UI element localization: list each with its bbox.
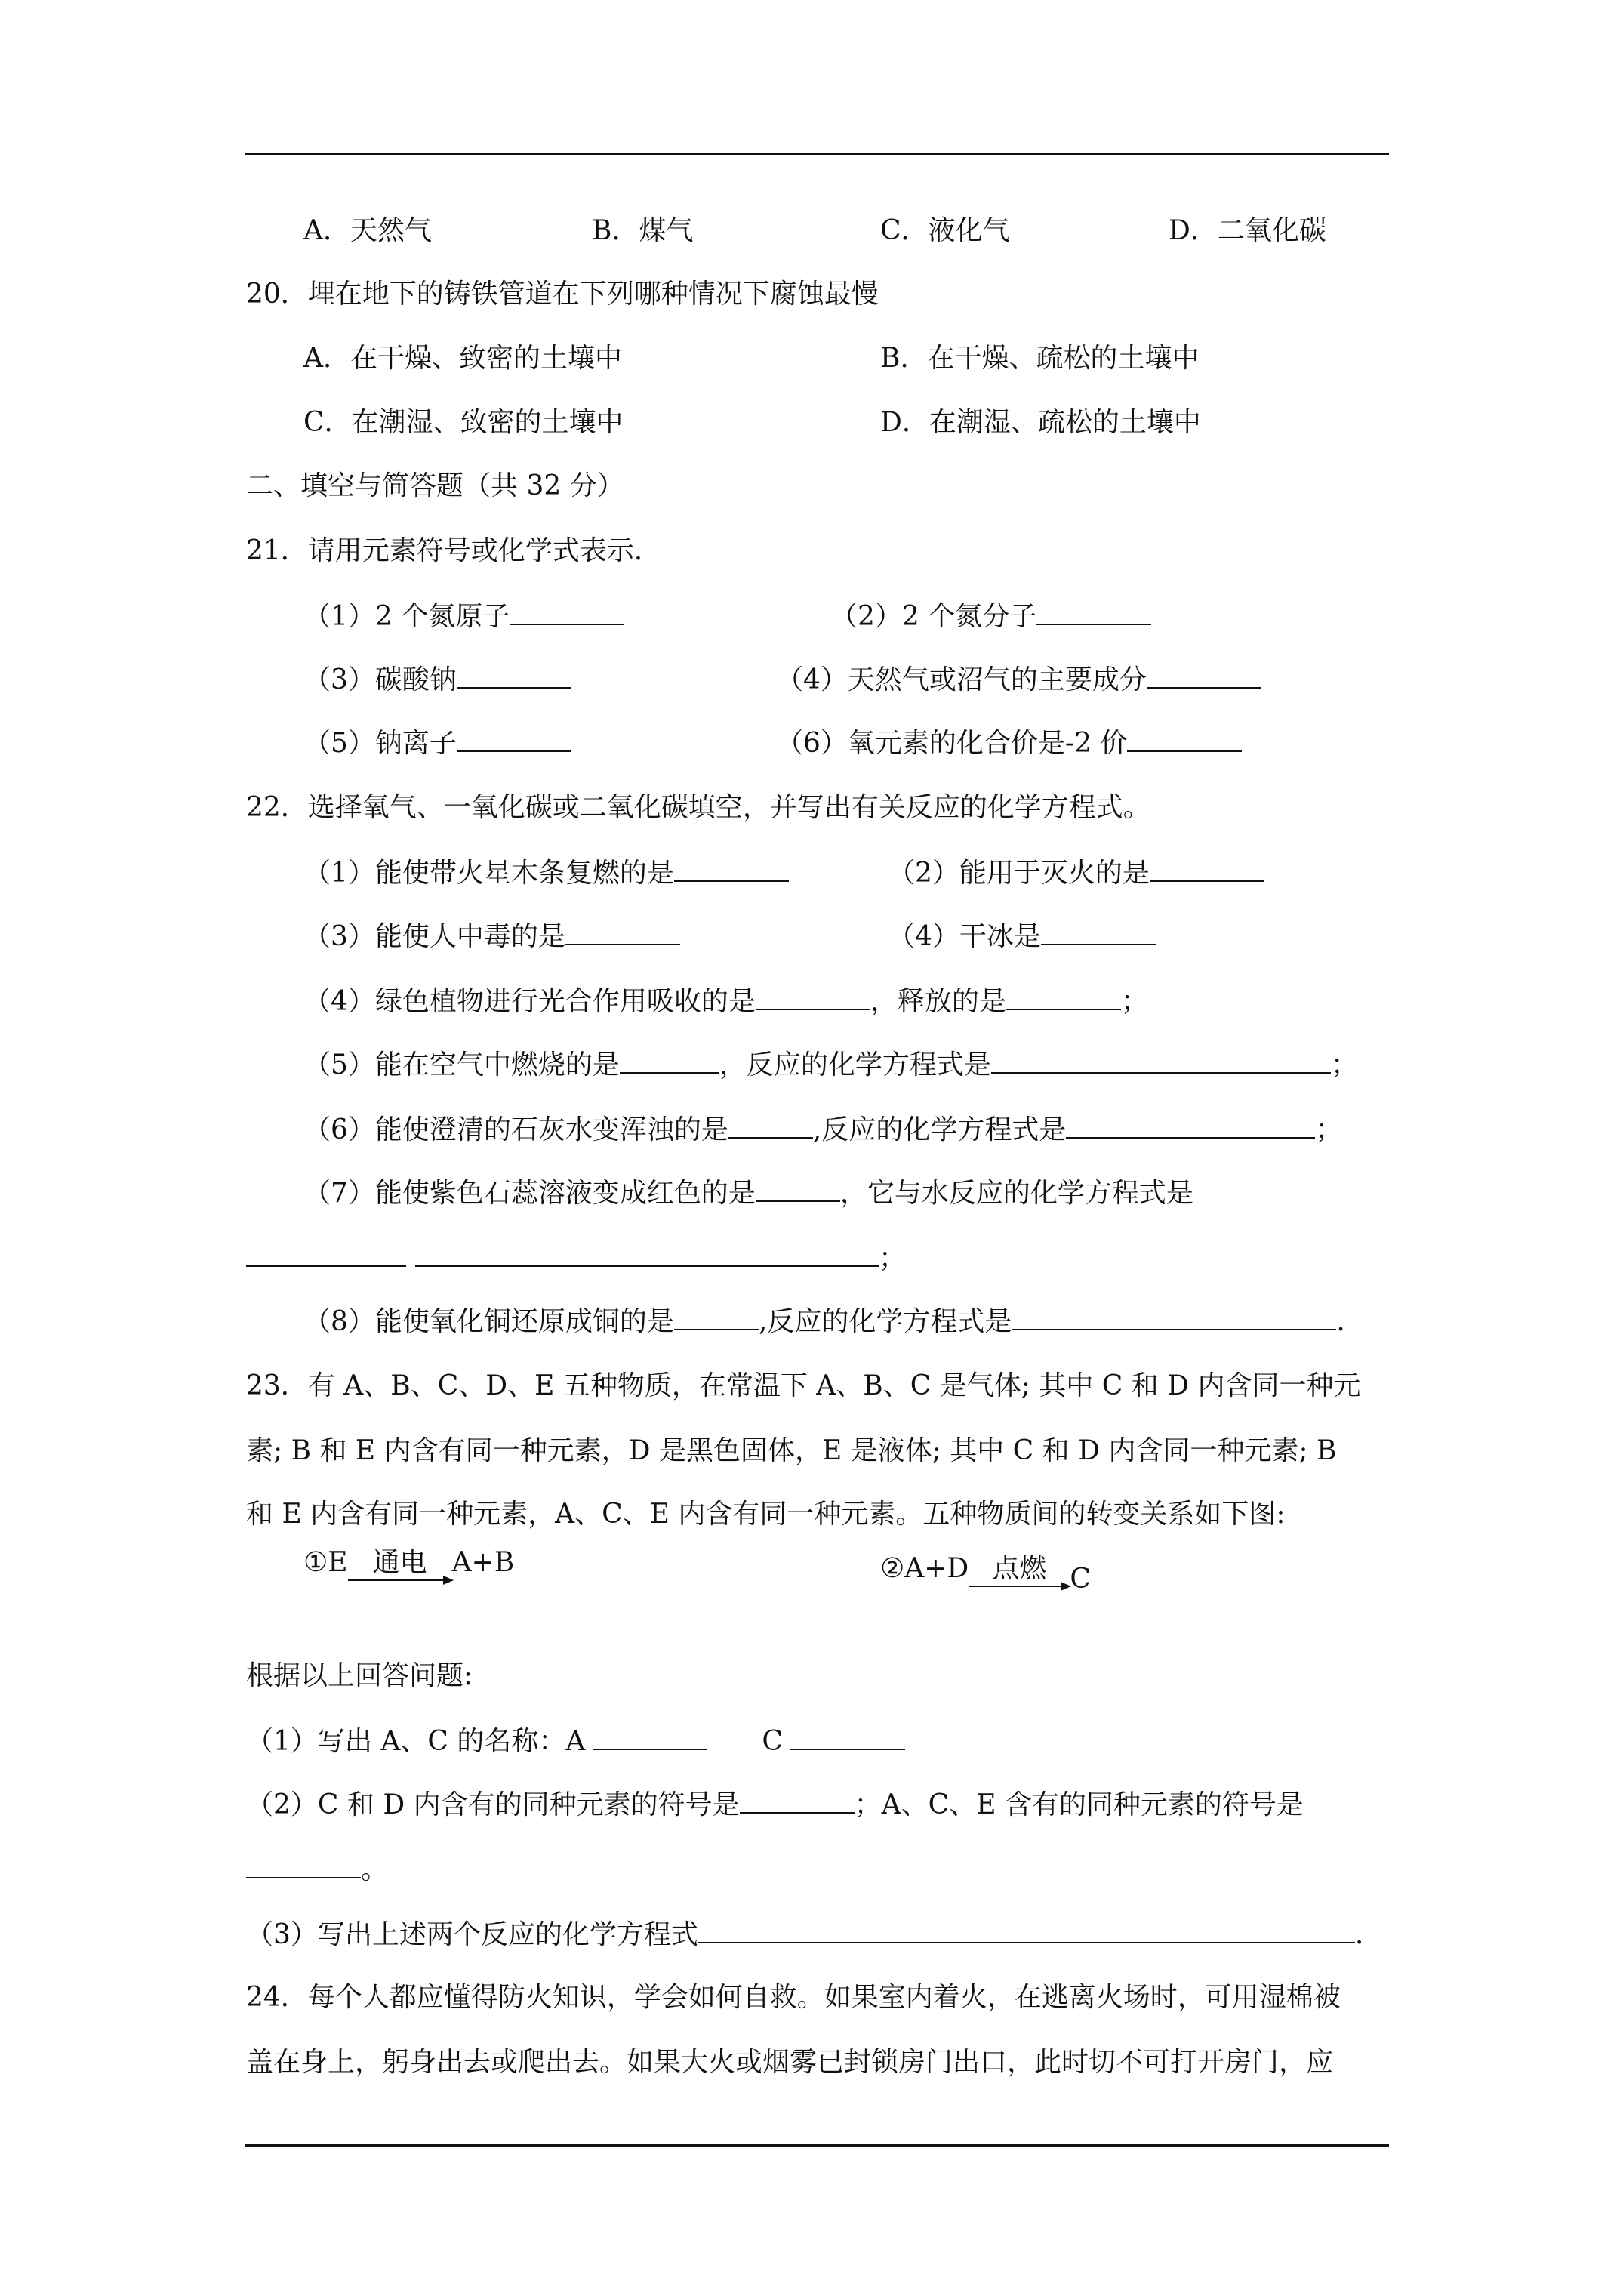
q22-item-8-end: .: [1336, 1306, 1345, 1337]
answer-blank[interactable]: [1012, 1303, 1336, 1330]
q22-item-1: [303, 855, 789, 892]
q22-item-4: [888, 918, 1156, 955]
q23-para-2: 素; B 和 E 内含有同一种元素，D 是黑色固体，E 是液体; 其中 C 和 D 内含同一种元素; B: [246, 1435, 1337, 1466]
q22-item-1-text: （1）能使带火星木条复燃的是: [303, 858, 674, 889]
answer-blank[interactable]: [1006, 983, 1121, 1010]
q22-item-4b: [303, 983, 1148, 1020]
q22-item-3-text: （3）能使人中毒的是: [303, 921, 565, 952]
answer-blank[interactable]: [1041, 918, 1156, 945]
q20-option-d: D．在潮湿、疏松的土壤中: [880, 407, 1201, 438]
answer-blank[interactable]: [246, 1851, 361, 1878]
answer-blank[interactable]: [510, 598, 624, 625]
q19-option-d: D．二氧化碳: [1169, 215, 1326, 246]
bottom-rule: [245, 2144, 1389, 2147]
q23-sub-2-text: （2）C 和 D 内含有的同种元素的符号是: [246, 1789, 740, 1820]
q20-option-b: B．在干燥、疏松的土壤中: [880, 343, 1200, 374]
q23-sub-3-end: .: [1354, 1919, 1364, 1950]
q23-sub-2-cont: [246, 1851, 388, 1888]
answer-blank[interactable]: [674, 1303, 759, 1330]
arrow-icon: [443, 1576, 454, 1585]
q22-item-5-text: （5）能在空气中燃烧的是: [303, 1049, 620, 1080]
q19-option-c: C．液化气: [880, 215, 1010, 246]
q22-item-7-text-2: ，它与水反应的化学方程式是: [839, 1178, 1193, 1209]
q22-item-5-text-2: ，反应的化学方程式是: [719, 1049, 991, 1080]
q21-item-4-text: （4）天然气或沼气的主要成分: [776, 664, 1147, 695]
section-title: 二、填空与简答题（共 32 分）: [246, 470, 624, 501]
q19-option-a: A．天然气: [303, 215, 432, 246]
q22-item-4b-text-2: ，释放的是: [870, 986, 1006, 1017]
q21-item-3-text: （3）碳酸钠: [303, 664, 457, 695]
q21-item-5-text: （5）钠离子: [303, 728, 457, 759]
q24-para-1: 24．每个人都应懂得防火知识，学会如何自救。如果室内着火，在逃离火场时，可用湿棉被: [246, 1982, 1341, 2013]
q22-item-5-end: ；: [1330, 1049, 1358, 1080]
q23-sub-1-text-2: C: [762, 1726, 783, 1757]
q21-item-6-text: （6）氧元素的化合价是-2 价: [776, 728, 1128, 759]
q22-item-6-text-2: ,反应的化学方程式是: [812, 1114, 1067, 1145]
q22-item-3: [303, 918, 680, 955]
q23-sub-3: [246, 1916, 1363, 1953]
q23-para-1: 23．有 A、B、C、D、E 五种物质，在常温下 A、B、C 是气体; 其中 C 和 D 内含同一种元: [246, 1370, 1361, 1401]
q22-item-8-text-2: ,反应的化学方程式是: [758, 1306, 1012, 1337]
reaction-2: [880, 1551, 1091, 1595]
reaction-2-reactants: ②A+D: [880, 1553, 969, 1584]
q21-item-2: [830, 598, 1151, 635]
q23-sub-2-text-2: ；A、C、E 含有的同种元素的符号是: [854, 1789, 1304, 1820]
answer-blank[interactable]: [674, 855, 789, 882]
arrow-line: [348, 1579, 452, 1581]
q23-sub-1-text: （1）写出 A、C 的名称：A: [246, 1726, 586, 1757]
answer-blank[interactable]: [1150, 855, 1264, 882]
q23-sub-2: [246, 1786, 1304, 1823]
answer-blank[interactable]: [790, 1723, 905, 1750]
q22-item-8: [303, 1303, 1345, 1340]
answer-blank[interactable]: [756, 1175, 840, 1202]
q21-item-1: [303, 598, 624, 635]
q19-option-b: B．煤气: [592, 215, 694, 246]
reaction-1-reactant: ①E: [303, 1547, 348, 1578]
answer-blank[interactable]: [1147, 661, 1261, 689]
reaction-1-arrow: [348, 1548, 452, 1581]
q22-item-4-text: （4）干冰是: [888, 921, 1041, 952]
q22-item-5: [303, 1046, 1358, 1083]
q22-item-2-text: （2）能用于灭火的是: [888, 858, 1150, 889]
answer-blank[interactable]: [415, 1240, 879, 1267]
q23-sub-2-end: 。: [361, 1854, 389, 1885]
q22-item-6-end: ；: [1315, 1114, 1343, 1145]
q20-stem: 20．埋在地下的铸铁管道在下列哪种情况下腐蚀最慢: [246, 279, 879, 310]
q20-option-c: C．在潮湿、致密的土壤中: [303, 407, 624, 438]
answer-blank[interactable]: [593, 1723, 707, 1750]
q22-item-8-text: （8）能使氧化铜还原成铜的是: [303, 1306, 674, 1337]
reaction-2-product: C: [1070, 1564, 1091, 1595]
reaction-1-condition: 通电: [372, 1547, 427, 1578]
q22-item-7-cont: [246, 1240, 906, 1277]
q23-sub-1: [246, 1723, 905, 1760]
q21-item-4: [776, 661, 1261, 698]
answer-blank[interactable]: [1127, 725, 1242, 752]
q21-item-6: [776, 725, 1242, 762]
q20-option-a: A．在干燥、致密的土壤中: [303, 343, 622, 374]
q24-para-2: 盖在身上，躬身出去或爬出去。如果大火或烟雾已封锁房门出口，此时切不可打开房门，应: [246, 2047, 1334, 2078]
answer-blank[interactable]: [991, 1046, 1331, 1074]
q21-item-5: [303, 725, 571, 762]
answer-blank[interactable]: [246, 1240, 406, 1267]
q22-item-2: [888, 855, 1264, 892]
answer-blank[interactable]: [565, 918, 680, 945]
arrow-line: [969, 1586, 1070, 1587]
reaction-2-condition: 点燃: [992, 1553, 1047, 1584]
q22-item-7-end: ；: [879, 1243, 907, 1274]
answer-blank[interactable]: [620, 1046, 719, 1074]
answer-blank[interactable]: [698, 1916, 1355, 1943]
q23-prompt: 根据以上回答问题:: [246, 1660, 473, 1691]
q21-item-1-text: （1）2 个氮原子: [303, 601, 510, 632]
answer-blank[interactable]: [728, 1111, 813, 1139]
q21-stem: 21．请用元素符号或化学式表示.: [246, 535, 643, 566]
q21-item-3: [303, 661, 571, 698]
q22-item-6-text: （6）能使澄清的石灰水变浑浊的是: [303, 1114, 728, 1145]
answer-blank[interactable]: [457, 725, 571, 752]
q22-item-7-text: （7）能使紫色石蕊溶液变成红色的是: [303, 1178, 756, 1209]
answer-blank[interactable]: [1036, 598, 1151, 625]
reaction-1: [303, 1545, 514, 1581]
answer-blank[interactable]: [756, 983, 870, 1010]
reaction-2-arrow: [969, 1554, 1070, 1587]
q23-sub-3-text: （3）写出上述两个反应的化学方程式: [246, 1919, 698, 1950]
q21-item-2-text: （2）2 个氮分子: [830, 601, 1037, 632]
reaction-1-products: A+B: [451, 1547, 515, 1578]
top-rule: [245, 153, 1389, 155]
q22-stem: 22．选择氧气、一氧化碳或二氧化碳填空，并写出有关反应的化学方程式。: [246, 792, 1150, 823]
q22-item-6: [303, 1111, 1342, 1148]
q22-item-4b-text: （4）绿色植物进行光合作用吸收的是: [303, 986, 756, 1017]
q22-item-7: [303, 1175, 1193, 1212]
answer-blank[interactable]: [740, 1786, 855, 1814]
q22-item-4b-end: ；: [1120, 986, 1148, 1017]
answer-blank[interactable]: [457, 661, 571, 689]
answer-blank[interactable]: [1066, 1111, 1315, 1139]
q23-para-3: 和 E 内含有同一种元素，A、C、E 内含有同一种元素。五种物质间的转变关系如下图:: [246, 1499, 1286, 1530]
